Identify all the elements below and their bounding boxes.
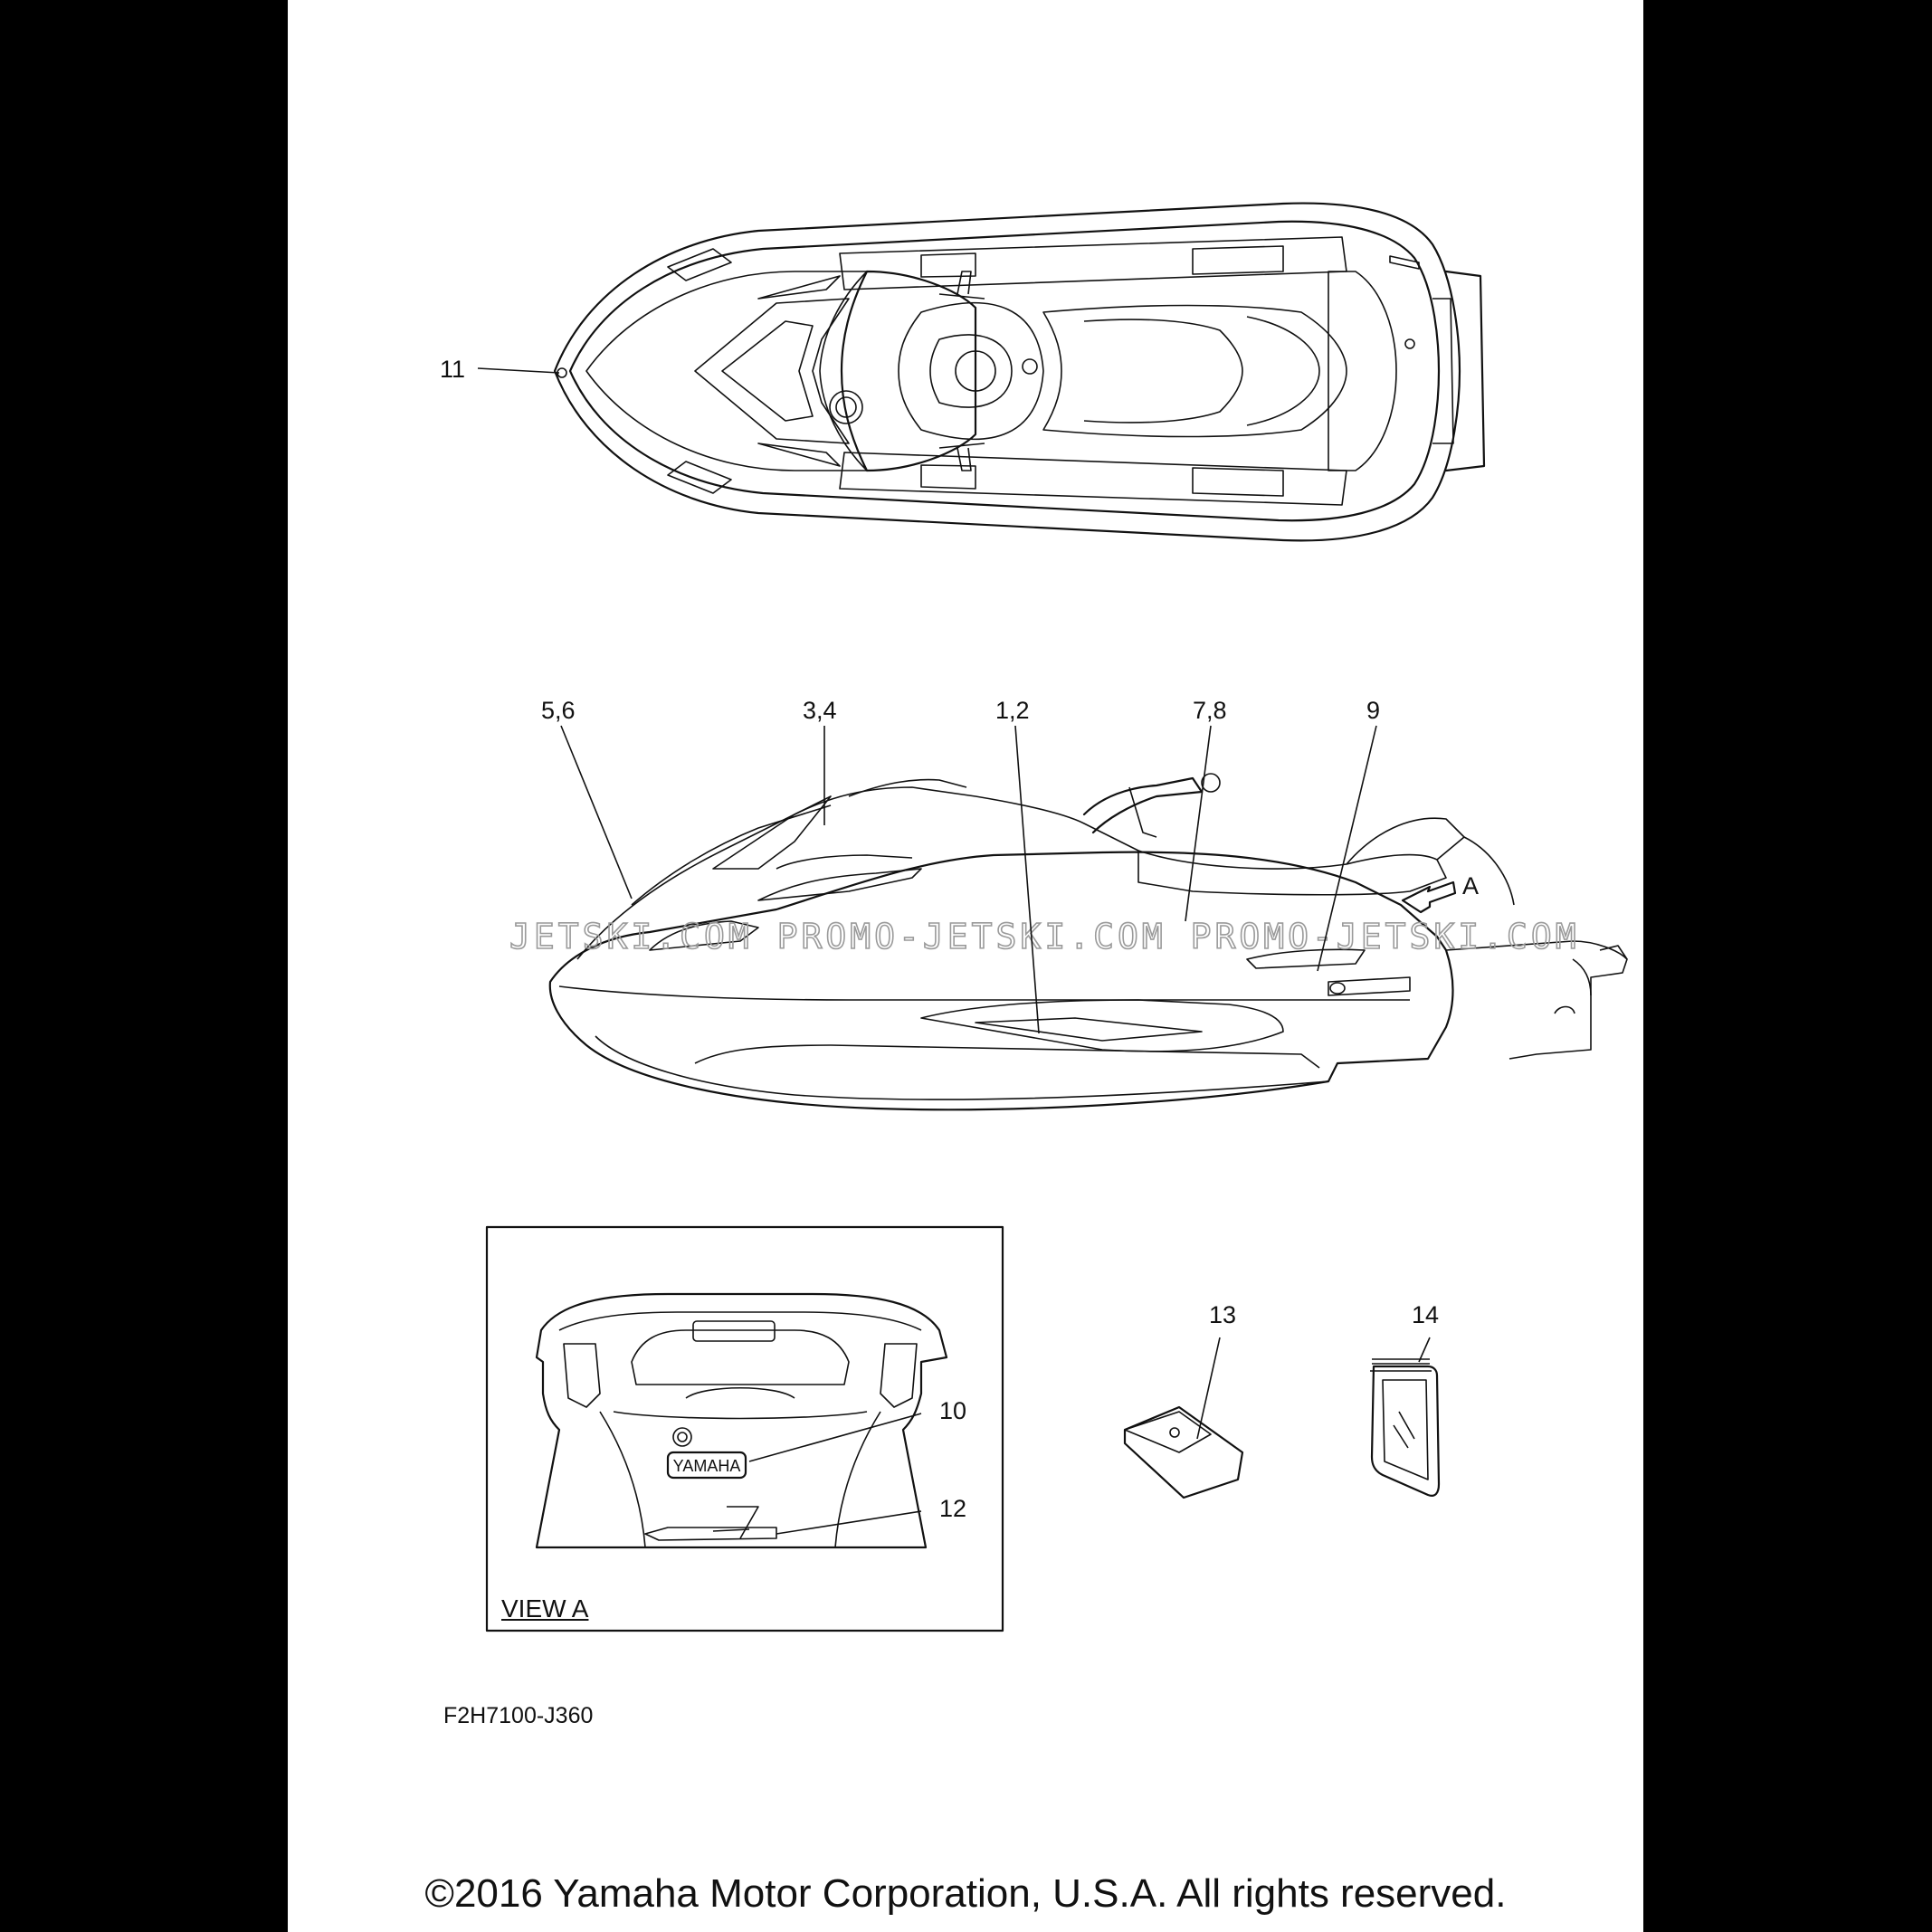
view-a-frame bbox=[487, 1227, 1003, 1631]
top-view-watercraft bbox=[555, 204, 1484, 541]
callout-9: 9 bbox=[1366, 697, 1381, 724]
callout-10: 10 bbox=[939, 1397, 967, 1424]
parts-diagram bbox=[288, 0, 1643, 1932]
diagram-sheet bbox=[288, 0, 1643, 1932]
callout-14: 14 bbox=[1412, 1301, 1440, 1328]
side-view-watercraft bbox=[509, 774, 1627, 1109]
view-a-model-decal bbox=[645, 1528, 776, 1540]
part-13-pouch bbox=[1125, 1407, 1242, 1498]
yamaha-decal-text: YAMAHA bbox=[672, 1457, 741, 1475]
view-a-title: VIEW A bbox=[501, 1594, 589, 1623]
view-a-arrow bbox=[1403, 882, 1455, 912]
callout-7-8: 7,8 bbox=[1193, 697, 1227, 724]
callout-11: 11 bbox=[440, 356, 466, 383]
callout-3-4: 3,4 bbox=[803, 697, 837, 724]
side-decal-1-2 bbox=[921, 1000, 1283, 1052]
callout-1-2: 1,2 bbox=[995, 697, 1030, 724]
copyright-footer: ©2016 Yamaha Motor Corporation, U.S.A. All rights reserved. bbox=[424, 1871, 1507, 1916]
view-a-stern bbox=[537, 1294, 947, 1547]
watermark-text: JETSKI.COM PROMO-JETSKI.COM PROMO-JETSKI.COM bbox=[509, 917, 1580, 956]
callout-5-6: 5,6 bbox=[541, 697, 576, 724]
drawing-code: F2H7100-J360 bbox=[443, 1703, 594, 1728]
callout-a: A bbox=[1462, 872, 1480, 899]
callout-13: 13 bbox=[1209, 1301, 1237, 1328]
part-14-document-bag bbox=[1370, 1359, 1439, 1496]
callout-12: 12 bbox=[939, 1495, 967, 1522]
